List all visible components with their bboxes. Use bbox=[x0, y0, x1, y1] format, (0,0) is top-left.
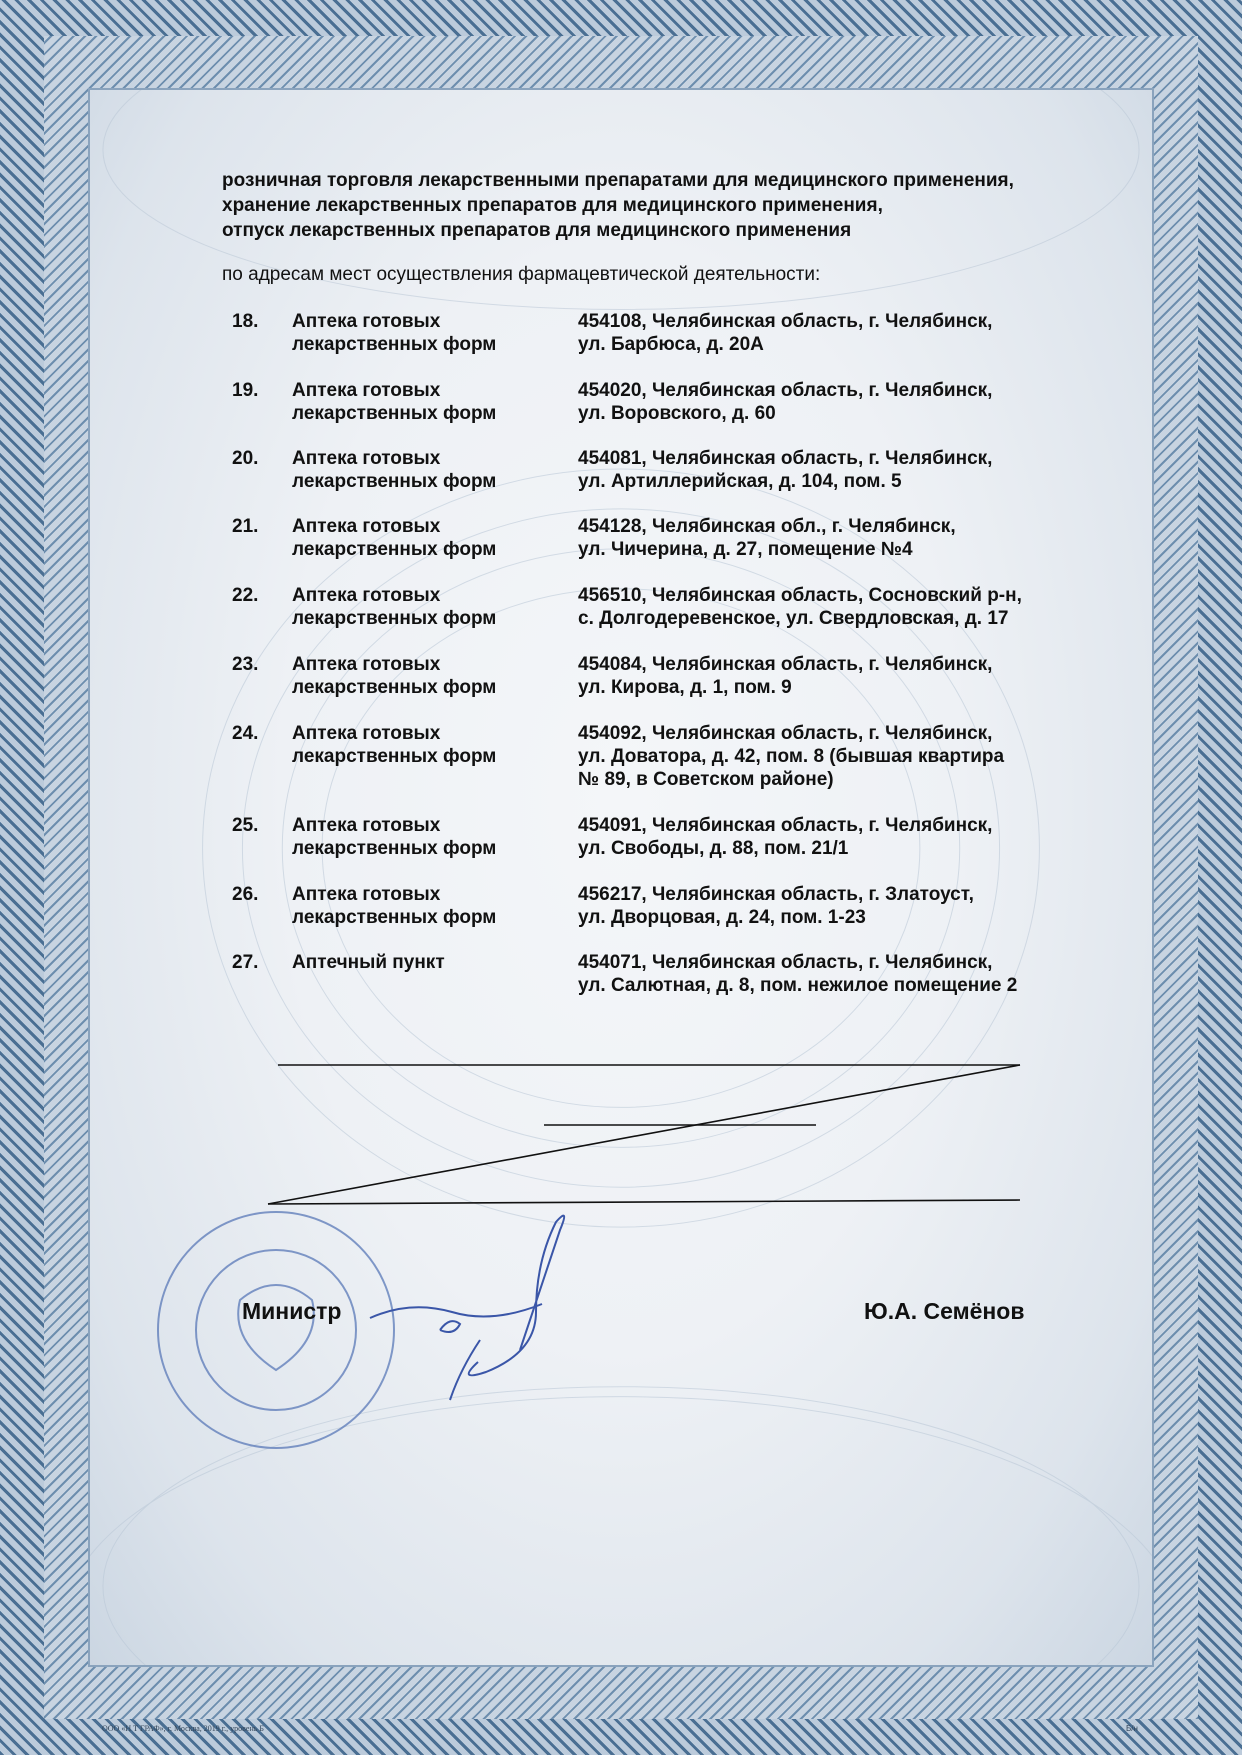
signer-position: Министр bbox=[242, 1298, 342, 1324]
entry-address: 454071, Челябинская область, г. Челябинск, ул. Салютная, д. 8, пом. нежилое помещение 2 bbox=[578, 952, 1018, 996]
activity-line: отпуск лекарственных препаратов для медицинского применения bbox=[222, 220, 852, 241]
entry-name: Аптека готовых лекарственных форм bbox=[292, 884, 497, 928]
entry-address: 454091, Челябинская область, г. Челябинск, ул. Свободы, д. 88, пом. 21/1 bbox=[578, 815, 993, 859]
entry-address: 454020, Челябинская область, г. Челябинск, ул. Воровского, д. 60 bbox=[578, 380, 993, 424]
entry-address: 454084, Челябинская область, г. Челябинск, ул. Кирова, д. 1, пом. 9 bbox=[578, 654, 993, 698]
entry-address: 456510, Челябинская область, Сосновский р-н, с. Долгодеревенское, ул. Свердловская, д. 17 bbox=[578, 585, 1022, 629]
entry-name: Аптека готовых лекарственных форм bbox=[292, 448, 497, 492]
activity-line: хранение лекарственных препаратов для медицинского применения, bbox=[222, 195, 883, 216]
entry-address: 454128, Челябинская обл., г. Челябинск, ул. Чичерина, д. 27, помещение №4 bbox=[578, 516, 956, 560]
entry-number: 19. bbox=[232, 380, 259, 401]
entry-number: 21. bbox=[232, 516, 259, 537]
entry-name: Аптека готовых лекарственных форм bbox=[292, 516, 497, 560]
entry-name: Аптека готовых лекарственных форм bbox=[292, 311, 497, 355]
printer-note: ООО «Н Т ГРАФ», г. Москва, 2019 г., уровень Б bbox=[102, 1724, 264, 1733]
entry-address: 454108, Челябинская область, г. Челябинск, ул. Барбюса, д. 20А bbox=[578, 311, 993, 355]
entry-number: 26. bbox=[232, 884, 259, 905]
activity-line: розничная торговля лекарственными препаратами для медицинского применения, bbox=[222, 170, 1014, 191]
signer-name: Ю.А. Семёнов bbox=[864, 1298, 1025, 1324]
entry-number: 25. bbox=[232, 815, 259, 836]
entry-address: 454081, Челябинская область, г. Челябинск, ул. Артиллерийская, д. 104, пом. 5 bbox=[578, 448, 993, 492]
entry-name: Аптека готовых лекарственных форм bbox=[292, 380, 497, 424]
entry-number: 27. bbox=[232, 952, 259, 973]
entry-number: 22. bbox=[232, 585, 259, 606]
addresses-intro: по адресам мест осуществления фармацевтической деятельности: bbox=[222, 264, 821, 285]
footer-code: Б/н bbox=[1126, 1724, 1138, 1733]
entry-address: 454092, Челябинская область, г. Челябинск, ул. Доватора, д. 42, пом. 8 (бывшая квартира № 89, в Советском районе) bbox=[578, 723, 1005, 790]
entry-address: 456217, Челябинская область, г. Златоуст, ул. Дворцовая, д. 24, пом. 1-23 bbox=[578, 884, 974, 928]
entry-number: 18. bbox=[232, 311, 259, 332]
entry-number: 23. bbox=[232, 654, 259, 675]
activities-block bbox=[222, 168, 1072, 243]
entry-name: Аптека готовых лекарственных форм bbox=[292, 654, 497, 698]
entry-number: 20. bbox=[232, 448, 259, 469]
entry-name: Аптека готовых лекарственных форм bbox=[292, 815, 497, 859]
entry-name: Аптека готовых лекарственных форм bbox=[292, 585, 497, 629]
entry-name: Аптека готовых лекарственных форм bbox=[292, 723, 497, 767]
entry-number: 24. bbox=[232, 723, 259, 744]
entry-name: Аптечный пункт bbox=[292, 952, 445, 973]
